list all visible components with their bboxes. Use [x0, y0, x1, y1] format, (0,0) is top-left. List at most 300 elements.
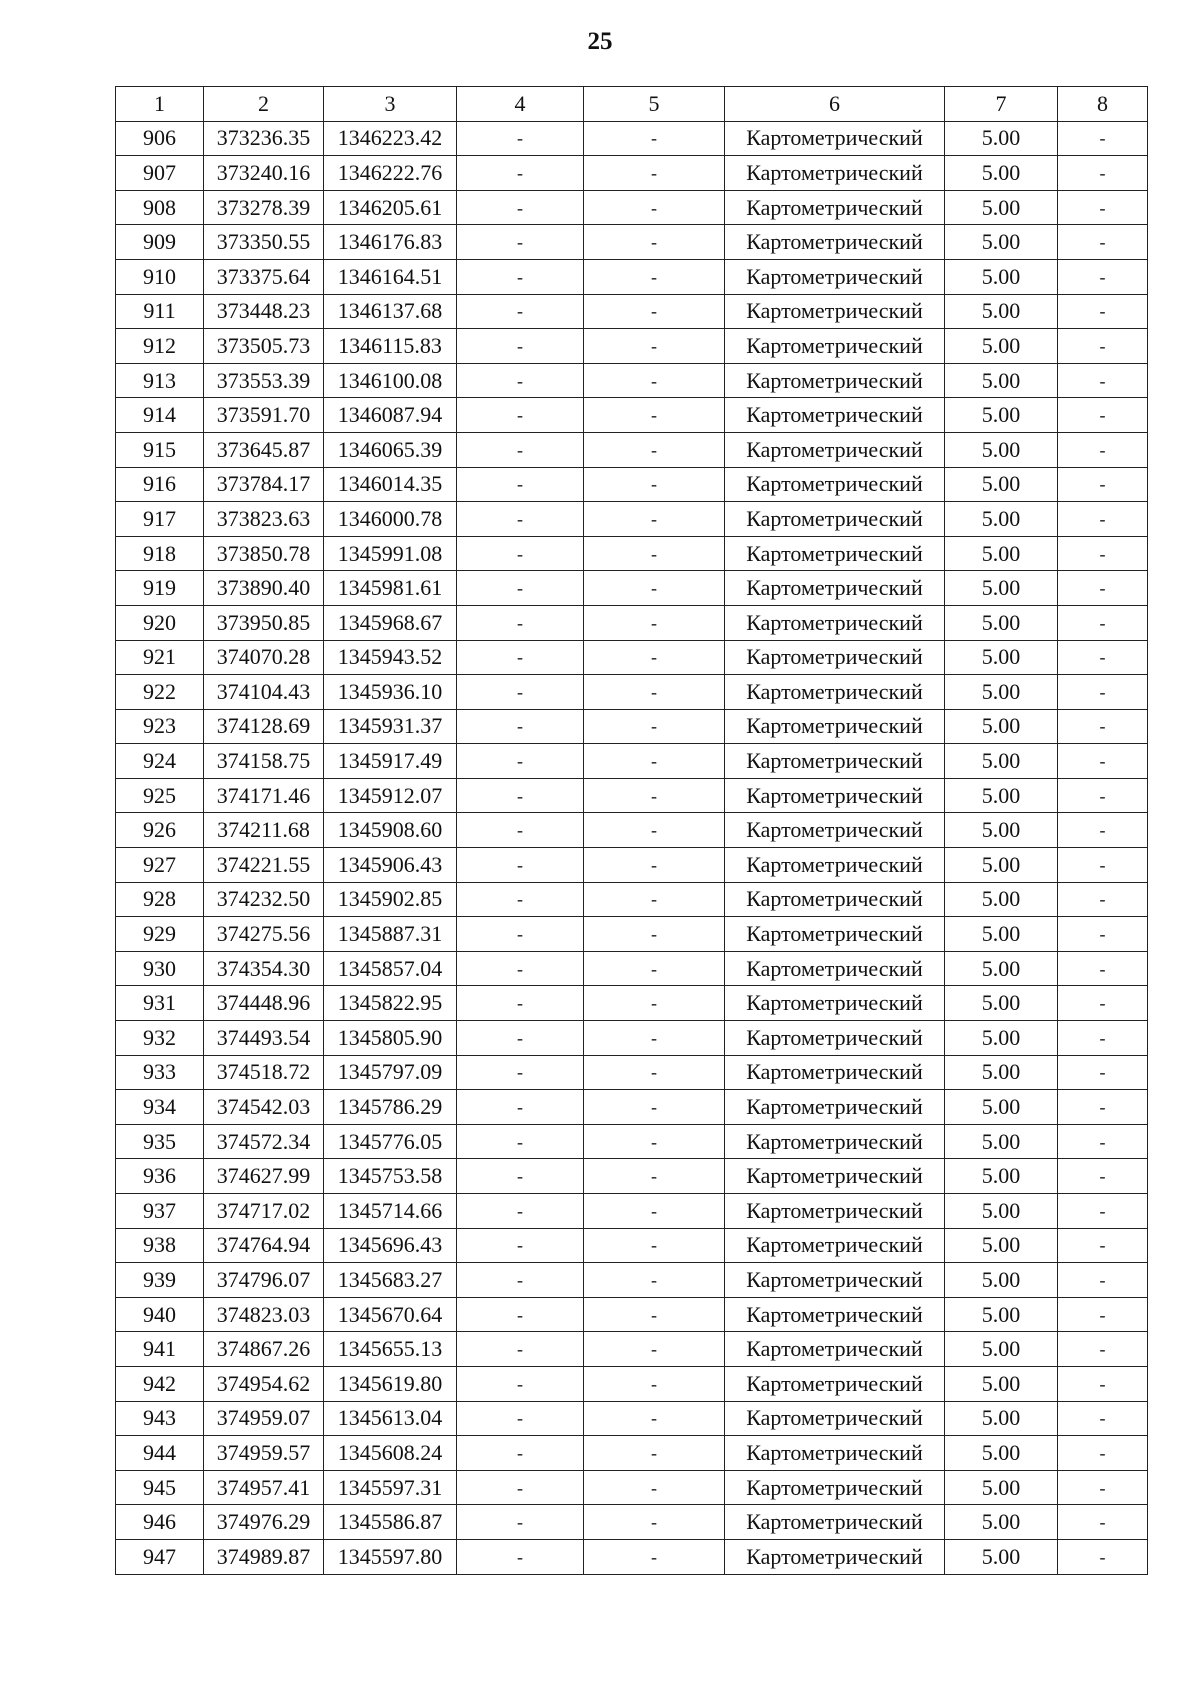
x-coordinate-cell: 374976.29 — [204, 1505, 324, 1540]
table-row — [116, 1124, 1148, 1159]
method-cell: Картометрический — [725, 190, 945, 225]
y-coordinate-cell: 1345714.66 — [324, 1194, 457, 1229]
column-8-cell: - — [1058, 1401, 1148, 1436]
y-coordinate-cell: 1345670.64 — [324, 1297, 457, 1332]
table-row — [116, 1090, 1148, 1125]
column-4-cell: - — [457, 121, 584, 156]
column-4-cell: - — [457, 848, 584, 883]
column-4-cell: - — [457, 1021, 584, 1056]
column-5-cell: - — [584, 1055, 725, 1090]
accuracy-cell: 5.00 — [945, 502, 1058, 537]
table-row — [116, 190, 1148, 225]
y-coordinate-cell: 1345696.43 — [324, 1228, 457, 1263]
point-number-cell: 933 — [116, 1055, 204, 1090]
x-coordinate-cell: 374959.57 — [204, 1436, 324, 1471]
x-coordinate-cell: 374627.99 — [204, 1159, 324, 1194]
point-number-cell: 922 — [116, 675, 204, 710]
accuracy-cell: 5.00 — [945, 1228, 1058, 1263]
x-coordinate-cell: 374211.68 — [204, 813, 324, 848]
accuracy-cell: 5.00 — [945, 1021, 1058, 1056]
x-coordinate-cell: 373505.73 — [204, 329, 324, 364]
method-cell: Картометрический — [725, 1366, 945, 1401]
column-4-cell: - — [457, 813, 584, 848]
method-cell: Картометрический — [725, 1436, 945, 1471]
y-coordinate-cell: 1346176.83 — [324, 225, 457, 260]
x-coordinate-cell: 373278.39 — [204, 190, 324, 225]
column-4-cell: - — [457, 951, 584, 986]
table-row — [116, 225, 1148, 260]
column-4-cell: - — [457, 1401, 584, 1436]
x-coordinate-cell: 374959.07 — [204, 1401, 324, 1436]
column-8-cell: - — [1058, 778, 1148, 813]
column-8-cell: - — [1058, 259, 1148, 294]
column-8-cell: - — [1058, 1228, 1148, 1263]
table-row — [116, 329, 1148, 364]
x-coordinate-cell: 373240.16 — [204, 156, 324, 191]
method-cell: Картометрический — [725, 709, 945, 744]
column-4-cell: - — [457, 1366, 584, 1401]
column-5-cell: - — [584, 502, 725, 537]
y-coordinate-cell: 1345655.13 — [324, 1332, 457, 1367]
column-5-cell: - — [584, 917, 725, 952]
accuracy-cell: 5.00 — [945, 1159, 1058, 1194]
y-coordinate-cell: 1346087.94 — [324, 398, 457, 433]
table-row — [116, 986, 1148, 1021]
accuracy-cell: 5.00 — [945, 190, 1058, 225]
y-coordinate-cell: 1345887.31 — [324, 917, 457, 952]
column-4-cell: - — [457, 917, 584, 952]
column-8-cell: - — [1058, 951, 1148, 986]
x-coordinate-cell: 374823.03 — [204, 1297, 324, 1332]
x-coordinate-cell: 374518.72 — [204, 1055, 324, 1090]
column-8-cell: - — [1058, 1194, 1148, 1229]
table-row — [116, 951, 1148, 986]
x-coordinate-cell: 373950.85 — [204, 605, 324, 640]
accuracy-cell: 5.00 — [945, 1470, 1058, 1505]
x-coordinate-cell: 374275.56 — [204, 917, 324, 952]
table-row — [116, 502, 1148, 537]
column-4-cell: - — [457, 225, 584, 260]
column-5-cell: - — [584, 1159, 725, 1194]
x-coordinate-cell: 374954.62 — [204, 1366, 324, 1401]
accuracy-cell: 5.00 — [945, 1194, 1058, 1229]
accuracy-cell: 5.00 — [945, 709, 1058, 744]
column-5-cell: - — [584, 848, 725, 883]
accuracy-cell: 5.00 — [945, 951, 1058, 986]
method-cell: Картометрический — [725, 1401, 945, 1436]
accuracy-cell: 5.00 — [945, 329, 1058, 364]
point-number-cell: 910 — [116, 259, 204, 294]
accuracy-cell: 5.00 — [945, 744, 1058, 779]
accuracy-cell: 5.00 — [945, 1539, 1058, 1574]
y-coordinate-cell: 1345968.67 — [324, 605, 457, 640]
point-number-cell: 909 — [116, 225, 204, 260]
point-number-cell: 916 — [116, 467, 204, 502]
column-4-cell: - — [457, 1263, 584, 1298]
column-8-cell: - — [1058, 363, 1148, 398]
table-row — [116, 1436, 1148, 1471]
y-coordinate-cell: 1345908.60 — [324, 813, 457, 848]
point-number-cell: 923 — [116, 709, 204, 744]
x-coordinate-cell: 374128.69 — [204, 709, 324, 744]
method-cell: Картометрический — [725, 1228, 945, 1263]
page-number: 25 — [587, 28, 613, 55]
x-coordinate-cell: 374354.30 — [204, 951, 324, 986]
method-cell: Картометрический — [725, 951, 945, 986]
accuracy-cell: 5.00 — [945, 363, 1058, 398]
table-row — [116, 398, 1148, 433]
table-row — [116, 536, 1148, 571]
method-cell: Картометрический — [725, 121, 945, 156]
accuracy-cell: 5.00 — [945, 1332, 1058, 1367]
y-coordinate-cell: 1345917.49 — [324, 744, 457, 779]
column-5-cell: - — [584, 536, 725, 571]
method-cell: Картометрический — [725, 1194, 945, 1229]
column-8-cell: - — [1058, 294, 1148, 329]
y-coordinate-cell: 1345586.87 — [324, 1505, 457, 1540]
method-cell: Картометрический — [725, 1090, 945, 1125]
column-5-cell: - — [584, 640, 725, 675]
point-number-cell: 945 — [116, 1470, 204, 1505]
table-row — [116, 1228, 1148, 1263]
table-body — [116, 121, 1148, 1574]
column-8-cell: - — [1058, 675, 1148, 710]
table-row — [116, 1539, 1148, 1574]
column-5-cell: - — [584, 1539, 725, 1574]
table-row — [116, 121, 1148, 156]
y-coordinate-cell: 1345597.31 — [324, 1470, 457, 1505]
column-4-cell: - — [457, 156, 584, 191]
accuracy-cell: 5.00 — [945, 1124, 1058, 1159]
table-row — [116, 1401, 1148, 1436]
y-coordinate-cell: 1345613.04 — [324, 1401, 457, 1436]
y-coordinate-cell: 1346100.08 — [324, 363, 457, 398]
point-number-cell: 944 — [116, 1436, 204, 1471]
method-cell: Картометрический — [725, 329, 945, 364]
column-8-cell: - — [1058, 502, 1148, 537]
column-5-cell: - — [584, 744, 725, 779]
method-cell: Картометрический — [725, 398, 945, 433]
column-4-cell: - — [457, 571, 584, 606]
accuracy-cell: 5.00 — [945, 917, 1058, 952]
point-number-cell: 914 — [116, 398, 204, 433]
column-4-cell: - — [457, 190, 584, 225]
column-8-cell: - — [1058, 1021, 1148, 1056]
method-cell: Картометрический — [725, 1332, 945, 1367]
column-5-cell: - — [584, 813, 725, 848]
y-coordinate-cell: 1345776.05 — [324, 1124, 457, 1159]
point-number-cell: 935 — [116, 1124, 204, 1159]
column-5-cell: - — [584, 329, 725, 364]
column-5-cell: - — [584, 1366, 725, 1401]
method-cell: Картометрический — [725, 502, 945, 537]
table-row — [116, 917, 1148, 952]
column-5-cell: - — [584, 1297, 725, 1332]
method-cell: Картометрический — [725, 813, 945, 848]
table-header-row — [116, 87, 1148, 122]
y-coordinate-cell: 1346065.39 — [324, 432, 457, 467]
column-8-cell: - — [1058, 398, 1148, 433]
method-cell: Картометрический — [725, 744, 945, 779]
y-coordinate-cell: 1346137.68 — [324, 294, 457, 329]
column-8-cell: - — [1058, 917, 1148, 952]
column-4-cell: - — [457, 398, 584, 433]
column-4-cell: - — [457, 605, 584, 640]
point-number-cell: 908 — [116, 190, 204, 225]
column-5-cell: - — [584, 1505, 725, 1540]
x-coordinate-cell: 373375.64 — [204, 259, 324, 294]
column-5-cell: - — [584, 1263, 725, 1298]
column-8-cell: - — [1058, 1297, 1148, 1332]
column-4-cell: - — [457, 1055, 584, 1090]
column-4-cell: - — [457, 675, 584, 710]
point-number-cell: 929 — [116, 917, 204, 952]
method-cell: Картометрический — [725, 536, 945, 571]
column-5-cell: - — [584, 1124, 725, 1159]
accuracy-cell: 5.00 — [945, 778, 1058, 813]
point-number-cell: 941 — [116, 1332, 204, 1367]
column-4-cell: - — [457, 882, 584, 917]
column-8-cell: - — [1058, 1124, 1148, 1159]
y-coordinate-cell: 1345786.29 — [324, 1090, 457, 1125]
y-coordinate-cell: 1345991.08 — [324, 536, 457, 571]
table-row — [116, 294, 1148, 329]
x-coordinate-cell: 373553.39 — [204, 363, 324, 398]
point-number-cell: 918 — [116, 536, 204, 571]
table-row — [116, 605, 1148, 640]
column-5-cell: - — [584, 986, 725, 1021]
point-number-cell: 920 — [116, 605, 204, 640]
column-5-cell: - — [584, 398, 725, 433]
point-number-cell: 907 — [116, 156, 204, 191]
accuracy-cell: 5.00 — [945, 640, 1058, 675]
column-5-cell: - — [584, 259, 725, 294]
column-8-cell: - — [1058, 1332, 1148, 1367]
method-cell: Картометрический — [725, 1505, 945, 1540]
x-coordinate-cell: 374989.87 — [204, 1539, 324, 1574]
column-header: 3 — [324, 87, 457, 122]
accuracy-cell: 5.00 — [945, 813, 1058, 848]
point-number-cell: 917 — [116, 502, 204, 537]
column-4-cell: - — [457, 502, 584, 537]
y-coordinate-cell: 1345981.61 — [324, 571, 457, 606]
method-cell: Картометрический — [725, 294, 945, 329]
method-cell: Картометрический — [725, 1021, 945, 1056]
accuracy-cell: 5.00 — [945, 675, 1058, 710]
y-coordinate-cell: 1345797.09 — [324, 1055, 457, 1090]
column-5-cell: - — [584, 294, 725, 329]
method-cell: Картометрический — [725, 1263, 945, 1298]
column-8-cell: - — [1058, 1090, 1148, 1125]
method-cell: Картометрический — [725, 432, 945, 467]
column-8-cell: - — [1058, 1366, 1148, 1401]
column-5-cell: - — [584, 882, 725, 917]
column-5-cell: - — [584, 1021, 725, 1056]
point-number-cell: 942 — [116, 1366, 204, 1401]
accuracy-cell: 5.00 — [945, 1297, 1058, 1332]
accuracy-cell: 5.00 — [945, 571, 1058, 606]
x-coordinate-cell: 374493.54 — [204, 1021, 324, 1056]
column-header: 1 — [116, 87, 204, 122]
point-number-cell: 927 — [116, 848, 204, 883]
point-number-cell: 913 — [116, 363, 204, 398]
point-number-cell: 930 — [116, 951, 204, 986]
x-coordinate-cell: 374867.26 — [204, 1332, 324, 1367]
y-coordinate-cell: 1345912.07 — [324, 778, 457, 813]
table-row — [116, 1470, 1148, 1505]
point-number-cell: 931 — [116, 986, 204, 1021]
column-4-cell: - — [457, 1194, 584, 1229]
table-row — [116, 744, 1148, 779]
column-8-cell: - — [1058, 536, 1148, 571]
table-row — [116, 1366, 1148, 1401]
method-cell: Картометрический — [725, 882, 945, 917]
x-coordinate-cell: 374104.43 — [204, 675, 324, 710]
column-4-cell: - — [457, 1539, 584, 1574]
point-number-cell: 940 — [116, 1297, 204, 1332]
column-5-cell: - — [584, 1332, 725, 1367]
y-coordinate-cell: 1346000.78 — [324, 502, 457, 537]
x-coordinate-cell: 374158.75 — [204, 744, 324, 779]
point-number-cell: 934 — [116, 1090, 204, 1125]
column-8-cell: - — [1058, 467, 1148, 502]
table-row — [116, 1263, 1148, 1298]
column-5-cell: - — [584, 432, 725, 467]
y-coordinate-cell: 1345805.90 — [324, 1021, 457, 1056]
column-4-cell: - — [457, 1090, 584, 1125]
column-4-cell: - — [457, 1505, 584, 1540]
method-cell: Картометрический — [725, 1124, 945, 1159]
method-cell: Картометрический — [725, 848, 945, 883]
column-header: 5 — [584, 87, 725, 122]
y-coordinate-cell: 1346223.42 — [324, 121, 457, 156]
x-coordinate-cell: 373591.70 — [204, 398, 324, 433]
column-4-cell: - — [457, 259, 584, 294]
y-coordinate-cell: 1346205.61 — [324, 190, 457, 225]
method-cell: Картометрический — [725, 1055, 945, 1090]
column-4-cell: - — [457, 294, 584, 329]
point-number-cell: 924 — [116, 744, 204, 779]
point-number-cell: 938 — [116, 1228, 204, 1263]
table-row — [116, 675, 1148, 710]
column-8-cell: - — [1058, 571, 1148, 606]
y-coordinate-cell: 1345857.04 — [324, 951, 457, 986]
column-5-cell: - — [584, 1401, 725, 1436]
table-row — [116, 467, 1148, 502]
column-8-cell: - — [1058, 605, 1148, 640]
column-5-cell: - — [584, 121, 725, 156]
column-header: 7 — [945, 87, 1058, 122]
x-coordinate-cell: 374796.07 — [204, 1263, 324, 1298]
column-5-cell: - — [584, 156, 725, 191]
column-8-cell: - — [1058, 1263, 1148, 1298]
column-4-cell: - — [457, 778, 584, 813]
column-8-cell: - — [1058, 1055, 1148, 1090]
accuracy-cell: 5.00 — [945, 1366, 1058, 1401]
point-number-cell: 937 — [116, 1194, 204, 1229]
column-5-cell: - — [584, 467, 725, 502]
accuracy-cell: 5.00 — [945, 605, 1058, 640]
accuracy-cell: 5.00 — [945, 398, 1058, 433]
x-coordinate-cell: 373850.78 — [204, 536, 324, 571]
point-number-cell: 928 — [116, 882, 204, 917]
column-5-cell: - — [584, 675, 725, 710]
accuracy-cell: 5.00 — [945, 1401, 1058, 1436]
accuracy-cell: 5.00 — [945, 259, 1058, 294]
column-4-cell: - — [457, 1124, 584, 1159]
accuracy-cell: 5.00 — [945, 986, 1058, 1021]
table-row — [116, 156, 1148, 191]
column-header: 4 — [457, 87, 584, 122]
method-cell: Картометрический — [725, 363, 945, 398]
column-5-cell: - — [584, 190, 725, 225]
point-number-cell: 926 — [116, 813, 204, 848]
accuracy-cell: 5.00 — [945, 121, 1058, 156]
x-coordinate-cell: 374764.94 — [204, 1228, 324, 1263]
x-coordinate-cell: 374542.03 — [204, 1090, 324, 1125]
accuracy-cell: 5.00 — [945, 536, 1058, 571]
point-number-cell: 943 — [116, 1401, 204, 1436]
table-row — [116, 848, 1148, 883]
accuracy-cell: 5.00 — [945, 1263, 1058, 1298]
y-coordinate-cell: 1346014.35 — [324, 467, 457, 502]
point-number-cell: 936 — [116, 1159, 204, 1194]
column-5-cell: - — [584, 225, 725, 260]
x-coordinate-cell: 374717.02 — [204, 1194, 324, 1229]
table-row — [116, 1021, 1148, 1056]
x-coordinate-cell: 374957.41 — [204, 1470, 324, 1505]
column-5-cell: - — [584, 951, 725, 986]
method-cell: Картометрический — [725, 986, 945, 1021]
column-5-cell: - — [584, 1228, 725, 1263]
accuracy-cell: 5.00 — [945, 225, 1058, 260]
column-4-cell: - — [457, 1436, 584, 1471]
table-row — [116, 571, 1148, 606]
point-number-cell: 921 — [116, 640, 204, 675]
column-8-cell: - — [1058, 640, 1148, 675]
accuracy-cell: 5.00 — [945, 467, 1058, 502]
method-cell: Картометрический — [725, 1470, 945, 1505]
accuracy-cell: 5.00 — [945, 882, 1058, 917]
y-coordinate-cell: 1346222.76 — [324, 156, 457, 191]
y-coordinate-cell: 1345619.80 — [324, 1366, 457, 1401]
accuracy-cell: 5.00 — [945, 1505, 1058, 1540]
table-row — [116, 363, 1148, 398]
method-cell: Картометрический — [725, 259, 945, 294]
column-5-cell: - — [584, 571, 725, 606]
accuracy-cell: 5.00 — [945, 848, 1058, 883]
table-row — [116, 778, 1148, 813]
point-number-cell: 947 — [116, 1539, 204, 1574]
column-4-cell: - — [457, 1159, 584, 1194]
y-coordinate-cell: 1346115.83 — [324, 329, 457, 364]
table-row — [116, 1505, 1148, 1540]
point-number-cell: 915 — [116, 432, 204, 467]
table-row — [116, 640, 1148, 675]
column-8-cell: - — [1058, 1539, 1148, 1574]
point-number-cell: 939 — [116, 1263, 204, 1298]
method-cell: Картометрический — [725, 675, 945, 710]
y-coordinate-cell: 1345753.58 — [324, 1159, 457, 1194]
x-coordinate-cell: 373350.55 — [204, 225, 324, 260]
accuracy-cell: 5.00 — [945, 156, 1058, 191]
column-8-cell: - — [1058, 121, 1148, 156]
point-number-cell: 906 — [116, 121, 204, 156]
column-4-cell: - — [457, 1228, 584, 1263]
column-5-cell: - — [584, 605, 725, 640]
point-number-cell: 946 — [116, 1505, 204, 1540]
method-cell: Картометрический — [725, 778, 945, 813]
